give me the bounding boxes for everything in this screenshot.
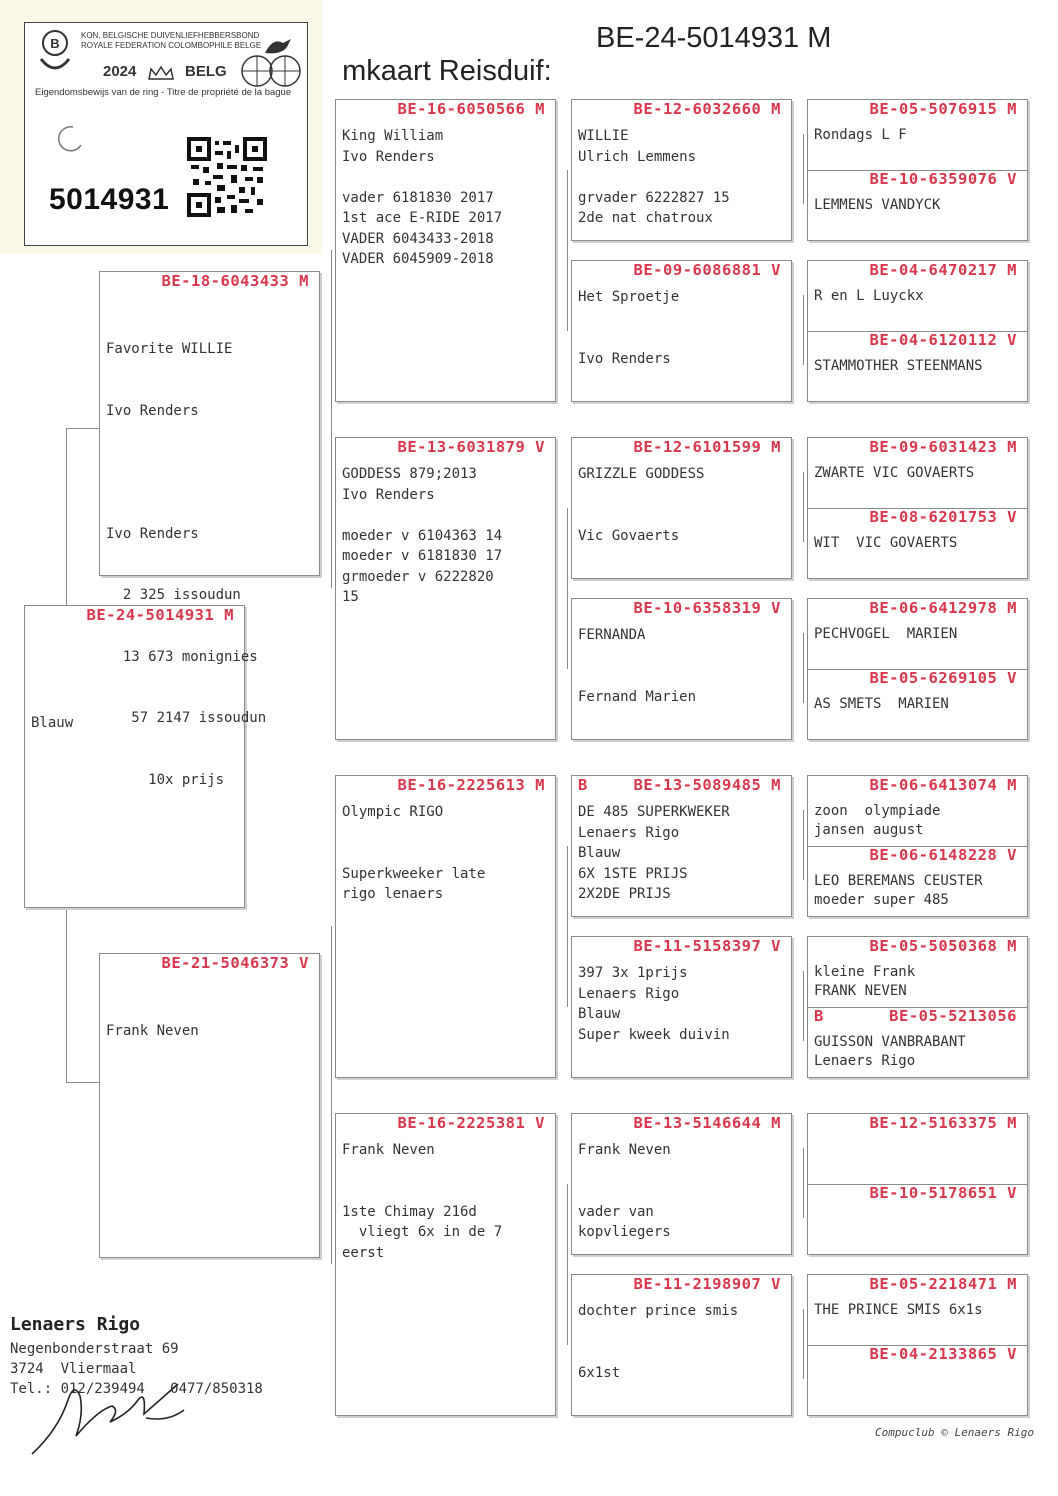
pedigree-line: DE 485 SUPERKWEKER bbox=[578, 804, 730, 820]
grandparent-box bbox=[335, 1113, 556, 1416]
ring-number: BE-06-6413074 M bbox=[869, 776, 1017, 794]
ring-number: BE-09-6086881 V bbox=[633, 261, 781, 279]
connector-line bbox=[66, 428, 99, 429]
pedigree-line bbox=[814, 1210, 822, 1229]
ring-number: BE-16-2225613 M bbox=[397, 776, 545, 794]
pedigree-line bbox=[578, 485, 704, 506]
pedigree-line bbox=[578, 328, 679, 349]
pedigree-line: kopvliegers bbox=[578, 1224, 671, 1240]
great-great-grandparent-pair bbox=[807, 775, 1028, 917]
pedigree-line: Frank Neven bbox=[578, 1142, 671, 1158]
pedigree-text bbox=[578, 126, 730, 229]
pedigree-line: Blauw bbox=[578, 845, 621, 861]
breeder-city: 3724 Vliermaal bbox=[10, 1361, 137, 1377]
pedigree-line: GRIZZLE GODDESS bbox=[578, 466, 705, 482]
pedigree-text bbox=[814, 1140, 822, 1159]
pedigree-line bbox=[578, 646, 696, 667]
ring-number: BE-13-6031879 V bbox=[397, 438, 545, 456]
hologram-icon bbox=[55, 123, 85, 153]
ring-number: BE-16-2225381 V bbox=[397, 1114, 545, 1132]
father-line: 13 673 monignies bbox=[106, 648, 258, 665]
pedigree-line bbox=[342, 505, 502, 526]
pedigree-text bbox=[814, 534, 957, 553]
pedigree-line bbox=[342, 843, 485, 864]
pedigree-line: GUISSON VANBRABANT bbox=[814, 1034, 966, 1050]
ring-number: BE-13-5089485 M bbox=[633, 776, 781, 794]
connector-line bbox=[803, 1148, 804, 1218]
pedigree-line: ZWARTE VIC GOVAERTS bbox=[814, 465, 975, 481]
pedigree-text bbox=[814, 1371, 822, 1390]
connector-line bbox=[803, 295, 804, 365]
pedigree-line: Lenaers Rigo bbox=[578, 824, 680, 841]
pedigree-line: Vic Govaerts bbox=[578, 527, 680, 544]
pedigree-line: moeder super 485 bbox=[814, 892, 949, 908]
pedigree-line: dochter prince smis bbox=[578, 1303, 739, 1319]
pedigree-line: AS SMETS MARIEN bbox=[814, 696, 949, 712]
pedigree-line: FRANK NEVEN bbox=[814, 983, 907, 999]
pedigree-line: vliegt 6x in de 7 bbox=[342, 1224, 503, 1240]
pedigree-line: Fernand Marien bbox=[578, 688, 697, 705]
pedigree-line bbox=[342, 823, 485, 844]
pedigree-text bbox=[814, 625, 957, 644]
great-great-grandparent-pair bbox=[807, 260, 1028, 402]
signature-icon bbox=[28, 1370, 198, 1460]
pedigree-text bbox=[578, 1301, 738, 1383]
pedigree-line: 6X 1STE PRIJS bbox=[578, 865, 688, 882]
pedigree-text bbox=[578, 287, 679, 369]
pedigree-line: Lenaers Rigo bbox=[814, 1053, 916, 1069]
subject-line: Blauw bbox=[31, 715, 74, 731]
father-line: 10x prijs bbox=[106, 771, 225, 788]
subject-text bbox=[31, 672, 73, 775]
pedigree-line: 15 bbox=[342, 589, 359, 605]
pedigree-line bbox=[578, 308, 679, 329]
mother-ring: BE-21-5046373 V bbox=[161, 954, 309, 972]
pedigree-line: Ivo Renders bbox=[578, 350, 671, 367]
ring-number: BE-12-6101599 M bbox=[633, 438, 781, 456]
pedigree-text bbox=[814, 1301, 983, 1320]
pedigree-text bbox=[814, 963, 915, 1001]
pedigree-text bbox=[814, 126, 907, 145]
great-grandparent-box bbox=[571, 99, 792, 241]
ring-number: BE-04-6120112 V bbox=[869, 331, 1017, 349]
pedigree-line: kleine Frank bbox=[814, 964, 916, 980]
pedigree-text bbox=[814, 1210, 822, 1229]
pedigree-line: Lenaers Rigo bbox=[578, 985, 680, 1002]
connector-line bbox=[803, 810, 804, 880]
ring-number: BE-13-5146644 M bbox=[633, 1114, 781, 1132]
ring-year: 2024 bbox=[103, 63, 137, 80]
ring-number: BE-05-6269105 V bbox=[869, 669, 1017, 687]
mother-line: Frank Neven bbox=[106, 1023, 199, 1039]
pedigree-line: LEMMENS VANDYCK bbox=[814, 197, 941, 213]
great-grandparent-box bbox=[571, 1113, 792, 1255]
footer-credit: Compuclub © Lenaers Rigo bbox=[875, 1426, 1034, 1439]
title-pigeon-id: BE-24-5014931 M bbox=[596, 22, 832, 54]
great-grandparent-box bbox=[571, 437, 792, 579]
globe-icon bbox=[239, 53, 303, 89]
ring-number: BE-09-6031423 M bbox=[869, 438, 1017, 456]
pedigree-line: King William bbox=[342, 128, 444, 144]
pedigree-line bbox=[578, 1342, 738, 1363]
connector-line bbox=[803, 971, 804, 1041]
great-great-grandparent-pair bbox=[807, 1113, 1028, 1255]
great-great-grandparent-pair bbox=[807, 437, 1028, 579]
great-great-grandparent-pair bbox=[807, 936, 1028, 1078]
ring-org-line2: ROYALE FEDERATION COLOMBOPHILE BELGE bbox=[81, 41, 262, 50]
pedigree-line: Blauw bbox=[578, 1006, 621, 1022]
connector-line bbox=[803, 633, 804, 703]
crown-icon bbox=[147, 65, 175, 81]
pedigree-line: eerst bbox=[342, 1244, 385, 1261]
grandparent-box bbox=[335, 437, 556, 740]
pedigree-text bbox=[814, 872, 983, 910]
ring-number: BE-05-2218471 M bbox=[869, 1275, 1017, 1293]
pedigree-text bbox=[578, 464, 704, 546]
pedigree-text bbox=[814, 802, 940, 840]
pedigree-line bbox=[342, 1181, 502, 1202]
ring-number: BE-12-5163375 M bbox=[869, 1114, 1017, 1132]
pedigree-text bbox=[814, 1033, 966, 1071]
ring-number: BE-11-5158397 V bbox=[633, 937, 781, 955]
pedigree-line: jansen august bbox=[814, 822, 924, 838]
ring-org-line1: KON. BELGISCHE DUIVENLIEFHEBBERSBOND bbox=[81, 31, 260, 40]
pedigree-line: 397 3x 1prijs bbox=[578, 965, 688, 981]
pedigree-line: 2X2DE PRIJS bbox=[578, 886, 671, 902]
pedigree-line: R en L Luyckx bbox=[814, 288, 924, 304]
ring-number: BE-05-5050368 M bbox=[869, 937, 1017, 955]
pedigree-line: WIT VIC GOVAERTS bbox=[814, 535, 958, 551]
pedigree-line bbox=[342, 1161, 502, 1182]
ring-number: BE-11-2198907 V bbox=[633, 1275, 781, 1293]
pedigree-line: STAMMOTHER STEENMANS bbox=[814, 358, 983, 374]
pedigree-line bbox=[814, 1140, 822, 1159]
ring-number: BE-06-6412978 M bbox=[869, 599, 1017, 617]
pedigree-line: Olympic RIGO bbox=[342, 804, 444, 820]
father-line: Ivo Renders bbox=[106, 402, 199, 419]
svg-text:B: B bbox=[50, 36, 60, 51]
pedigree-line: LEO BEREMANS CEUSTER bbox=[814, 873, 983, 889]
pedigree-text bbox=[814, 464, 974, 483]
ring-number: BE-10-5178651 V bbox=[869, 1184, 1017, 1202]
mother-box bbox=[99, 953, 320, 1258]
breeder-street: Negenbonderstraat 69 bbox=[10, 1341, 179, 1357]
pedigree-text bbox=[578, 963, 730, 1045]
pedigree-line: Frank Neven bbox=[342, 1142, 435, 1158]
father-line: Favorite WILLIE bbox=[106, 341, 233, 357]
father-line: 2 325 issoudun bbox=[106, 587, 241, 603]
great-grandparent-box bbox=[571, 260, 792, 402]
pedigree-line bbox=[814, 1371, 822, 1390]
great-grandparent-box bbox=[571, 775, 792, 917]
connector-line bbox=[331, 926, 332, 1264]
grandparent-box bbox=[335, 99, 556, 402]
pedigree-line bbox=[578, 1322, 738, 1343]
ring-number: BE-05-5213056 bbox=[889, 1007, 1017, 1025]
pedigree-text bbox=[578, 1140, 671, 1243]
pedigree-text bbox=[342, 1140, 502, 1263]
ring-number: BE-04-2133865 V bbox=[869, 1345, 1017, 1363]
connector-line bbox=[567, 170, 568, 331]
ring-number: BE-10-6359076 V bbox=[869, 170, 1017, 188]
pedigree-line bbox=[578, 167, 730, 188]
pedigree-line: Super kweek duivin bbox=[578, 1026, 730, 1043]
pedigree-text bbox=[814, 287, 924, 306]
great-grandparent-box bbox=[571, 598, 792, 740]
pedigree-line bbox=[578, 1161, 671, 1182]
pedigree-line: WILLIE bbox=[578, 128, 629, 144]
pedigree-text bbox=[342, 464, 502, 608]
pedigree-line: VADER 6045909-2018 bbox=[342, 251, 494, 267]
great-great-grandparent-pair bbox=[807, 598, 1028, 740]
pedigree-line: Ulrich Lemmens bbox=[578, 148, 697, 165]
pedigree-line: 1ste Chimay 216d bbox=[342, 1203, 477, 1220]
pedigree-text bbox=[342, 126, 502, 270]
ring-certificate-card bbox=[0, 0, 322, 254]
pedigree-line: moeder v 6181830 17 bbox=[342, 548, 503, 564]
pedigree-line bbox=[342, 167, 502, 188]
pedigree-text bbox=[814, 196, 940, 215]
pedigree-text bbox=[342, 802, 485, 905]
great-great-grandparent-pair bbox=[807, 1274, 1028, 1416]
father-text bbox=[106, 298, 266, 831]
ring-number: BE-10-6358319 V bbox=[633, 599, 781, 617]
title-label: mkaart Reisduif: bbox=[342, 55, 552, 87]
ring-number: 5014931 bbox=[49, 183, 170, 216]
ring-number: BE-06-6148228 V bbox=[869, 846, 1017, 864]
pedigree-line: rigo lenaers bbox=[342, 886, 444, 902]
ring-prefix: B bbox=[814, 1007, 824, 1025]
ring-country: BELG bbox=[185, 63, 227, 80]
ring-prefix: B bbox=[578, 776, 588, 794]
pedigree-text bbox=[578, 625, 696, 707]
subject-ring: BE-24-5014931 M bbox=[86, 606, 234, 624]
grandparent-box bbox=[335, 775, 556, 1078]
ring-number: BE-08-6201753 V bbox=[869, 508, 1017, 526]
pedigree-line: Het Sproetje bbox=[578, 289, 680, 305]
pedigree-line: Ivo Renders bbox=[342, 486, 435, 503]
federation-logo-icon bbox=[37, 29, 73, 75]
pedigree-text bbox=[578, 802, 730, 905]
great-grandparent-box bbox=[571, 1274, 792, 1416]
pedigree-line: 6x1st bbox=[578, 1364, 621, 1381]
pedigree-line: Superkweeker late bbox=[342, 865, 486, 882]
connector-line bbox=[567, 846, 568, 1007]
connector-line bbox=[803, 134, 804, 204]
breeder-name: Lenaers Rigo bbox=[10, 1314, 141, 1335]
ring-certificate bbox=[24, 22, 308, 246]
pedigree-line bbox=[578, 505, 704, 526]
pedigree-line: grvader 6222827 15 bbox=[578, 189, 730, 206]
pedigree-line bbox=[578, 666, 696, 687]
pedigree-line: Rondags L F bbox=[814, 127, 907, 143]
ring-number: BE-04-6470217 M bbox=[869, 261, 1017, 279]
mother-text bbox=[106, 980, 199, 1083]
pedigree-line: zoon olympiade bbox=[814, 803, 941, 819]
father-line: Ivo Renders bbox=[106, 525, 199, 542]
pedigree-line: GODDESS 879;2013 bbox=[342, 466, 477, 482]
father-ring: BE-18-6043433 M bbox=[161, 272, 309, 290]
connector-line bbox=[803, 472, 804, 542]
pedigree-line bbox=[578, 1181, 671, 1202]
ring-number: BE-05-5076915 M bbox=[869, 100, 1017, 118]
connector-line bbox=[331, 250, 332, 588]
pedigree-line: grmoeder v 6222820 bbox=[342, 568, 494, 585]
great-great-grandparent-pair bbox=[807, 99, 1028, 241]
pedigree-line: VADER 6043433-2018 bbox=[342, 230, 494, 247]
father-line: 57 2147 issoudun bbox=[106, 710, 267, 726]
ring-subtitle: Eigendomsbewijs van de ring - Titre de propriété de la bague bbox=[35, 87, 292, 98]
pedigree-text bbox=[814, 695, 949, 714]
pedigree-line: moeder v 6104363 14 bbox=[342, 527, 503, 544]
pedigree-line: vader 6181830 2017 bbox=[342, 189, 494, 206]
pedigree-line: PECHVOGEL MARIEN bbox=[814, 626, 958, 642]
pedigree-line: 1st ace E-RIDE 2017 bbox=[342, 210, 503, 226]
pedigree-line: Ivo Renders bbox=[342, 148, 435, 165]
pedigree-line: THE PRINCE SMIS 6x1s bbox=[814, 1302, 983, 1318]
connector-line bbox=[567, 1184, 568, 1345]
pedigree-line: FERNANDA bbox=[578, 627, 646, 643]
father-line bbox=[106, 462, 266, 483]
ring-number: BE-12-6032660 M bbox=[633, 100, 781, 118]
pedigree-text bbox=[814, 357, 983, 376]
great-grandparent-box bbox=[571, 936, 792, 1078]
connector-line bbox=[66, 1082, 99, 1083]
connector-line bbox=[803, 1309, 804, 1379]
pedigree-line: vader van bbox=[578, 1203, 654, 1220]
ring-number: BE-16-6050566 M bbox=[397, 100, 545, 118]
connector-line bbox=[567, 508, 568, 669]
qr-code-icon bbox=[187, 137, 267, 217]
pedigree-line: 2de nat chatroux bbox=[578, 210, 713, 226]
breeder-phone: Tel.: 012/239494 0477/850318 bbox=[10, 1381, 263, 1397]
